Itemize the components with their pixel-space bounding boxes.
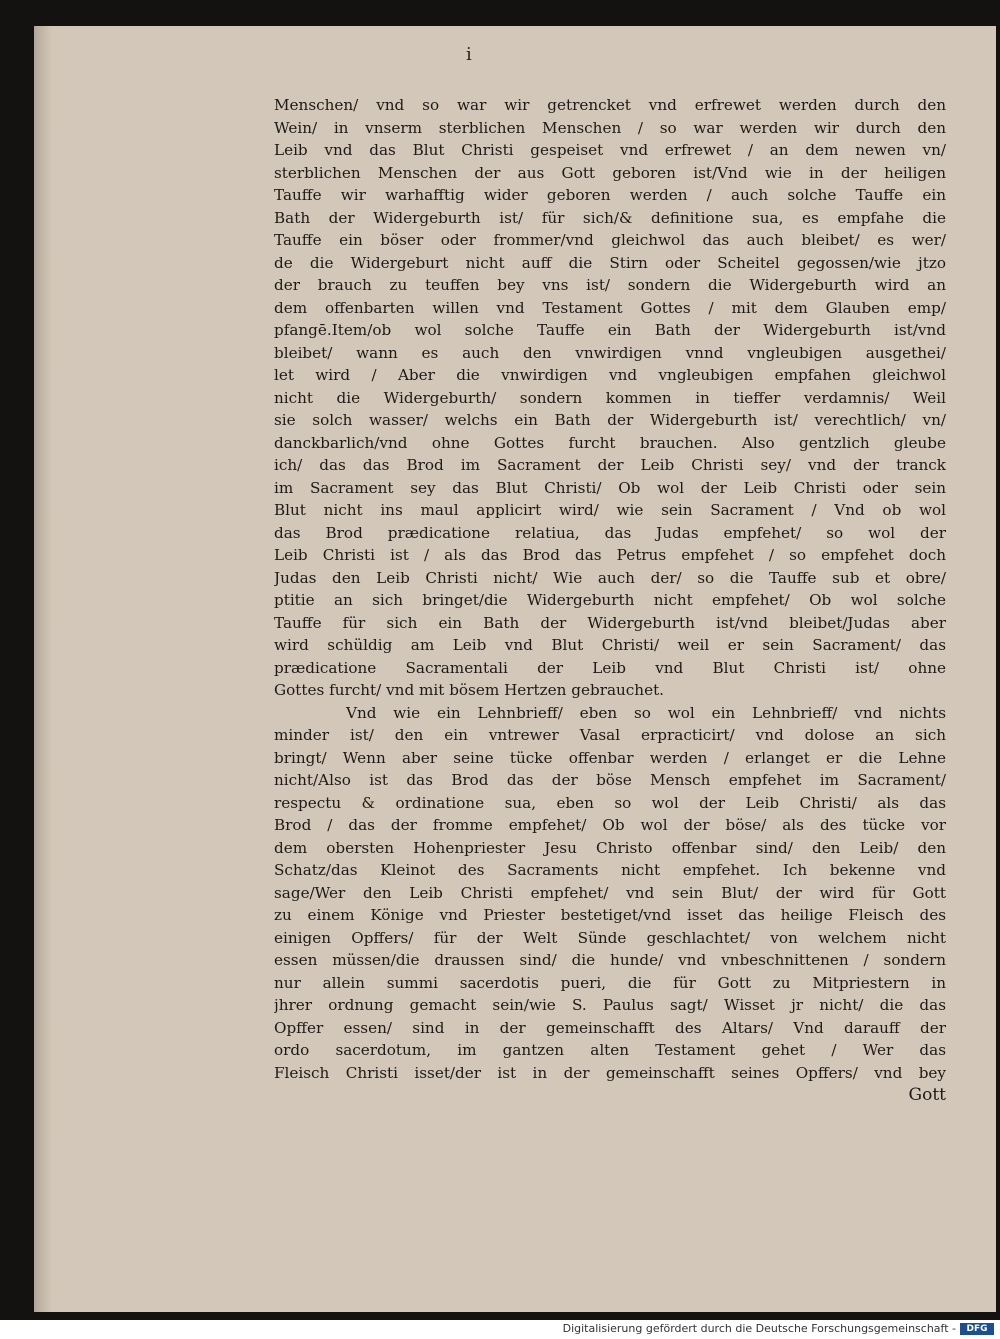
text-line: pfangē.Item/ob wol solche Tauffe ein Bath der Widergeburth ist/vnd <box>274 321 946 339</box>
text-line: Leib Christi ist / als das Brod das Petrus empfehet / so empfehet doch <box>274 546 946 564</box>
text-line: wird schüldig am Leib vnd Blut Christi/ weil er sein Sacrament/ das <box>274 636 946 654</box>
page-gutter-shadow <box>36 26 52 1312</box>
text-line: Fleisch Christi isset/der ist in der gemeinschafft seines Opffers/ vnd bey <box>274 1063 946 1082</box>
text-line: respectu & ordinatione sua, eben so wol der Leib Christi/ als das <box>274 793 946 812</box>
text-line: ptitie an sich bringet/die Widergeburth nicht empfehet/ Ob wol solche <box>274 591 946 609</box>
text-line: danckbarlich/vnd ohne Gottes furcht brauchen. Also gentzlich gleube <box>274 433 946 452</box>
text-line: nicht die Widergeburth/ sondern kommen in tieffer verdamnis/ Weil <box>274 388 946 407</box>
text-line: de die Widergeburt nicht auff die Stirn oder Scheitel gegossen/wie jtzo <box>274 253 946 272</box>
text-line: jhrer ordnung gemacht sein/wie S. Paulus sagt/ Wisset jr nicht/ die das <box>274 996 946 1014</box>
text-line: nicht/Also ist das Brod das der böse Mensch empfehet im Sacrament/ <box>274 771 946 789</box>
text-line: sterblichen Menschen der aus Gott geboren ist/Vnd wie in der heiligen <box>274 163 946 182</box>
text-line: zu einem Könige vnd Priester bestetiget/vnd isset das heilige Fleisch des <box>274 906 946 924</box>
book-page <box>34 26 996 1312</box>
folio-mark: ⅰ <box>466 44 472 65</box>
text-line: Tauffe für sich ein Bath der Widergeburth ist/vnd bleibet/Judas aber <box>274 613 946 632</box>
text-line: einigen Opffers/ für der Welt Sünde geschlachtet/ von welchem nicht <box>274 928 946 947</box>
text-line: prædicatione Sacramentali der Leib vnd Blut Christi ist/ ohne <box>274 658 946 677</box>
text-line: Menschen/ vnd so war wir getrencket vnd erfrewet werden durch den <box>274 96 946 114</box>
footer-bar <box>0 1320 1000 1339</box>
text-line: bringt/ Wenn aber seine tücke offenbar werden / erlanget er die Lehne <box>274 748 946 767</box>
text-line: Tauffe wir warhafftig wider geboren werden / auch solche Tauffe ein <box>274 186 946 204</box>
text-line: Leib vnd das Blut Christi gespeiset vnd erfrewet / an dem newen vn/ <box>274 141 946 159</box>
text-line: Opffer essen/ sind in der gemeinschafft des Altars/ Vnd darauff der <box>274 1018 946 1037</box>
text-line: Gottes furcht/ vnd mit bösem Hertzen gebrauchet. <box>274 681 664 699</box>
text-line: Judas den Leib Christi nicht/ Wie auch der/ so die Tauffe sub et obre/ <box>274 568 946 587</box>
text-line: minder ist/ den ein vntrewer Vasal erpracticirt/ vnd dolose an sich <box>274 726 946 744</box>
text-line: nur allein summi sacerdotis pueri, die für Gott zu Mitpriestern in <box>274 973 946 992</box>
text-line: Vnd wie ein Lehnbrieff/ eben so wol ein Lehnbrieff/ vnd nichts <box>346 703 946 722</box>
text-line: ordo sacerdotum, im gantzen alten Testament gehet / Wer das <box>274 1041 946 1059</box>
text-line: Tauffe ein böser oder frommer/vnd gleichwol das auch bleibet/ es wer/ <box>274 231 946 249</box>
text-line: ich/ das das Brod im Sacrament der Leib Christi sey/ vnd der tranck <box>274 456 946 474</box>
text-line: Brod / das der fromme empfehet/ Ob wol der böse/ als des tücke vor <box>274 816 946 834</box>
text-line: bleibet/ wann es auch den vnwirdigen vnnd vngleubigen ausgethei/ <box>274 343 946 362</box>
text-line: Bath der Widergeburth ist/ für sich/& definitione sua, es empfahe die <box>274 208 946 227</box>
text-line: dem obersten Hohenpriester Jesu Christo offenbar sind/ den Leib/ den <box>274 838 946 857</box>
text-line: essen müssen/die draussen sind/ die hunde/ vnd vnbeschnittenen / sondern <box>274 951 946 969</box>
text-line: Schatz/das Kleinot des Sacraments nicht empfehet. Ich bekenne vnd <box>274 861 946 879</box>
funding-credit: Digitalisierung gefördert durch die Deutsche Forschungsgemeinschaft - <box>562 1322 956 1335</box>
body-text <box>274 94 946 1108</box>
text-line: Blut nicht ins maul applicirt wird/ wie sein Sacrament / Vnd ob wol <box>274 501 946 519</box>
dfg-logo: DFG <box>960 1323 994 1335</box>
text-line: das Brod prædicatione relatiua, das Judas empfehet/ so wol der <box>274 523 946 542</box>
text-line: let wird / Aber die vnwirdigen vnd vngleubigen empfahen gleichwol <box>274 366 946 384</box>
text-line: Wein/ in vnserm sterblichen Menschen / so war werden wir durch den <box>274 118 946 137</box>
text-line: der brauch zu teuffen bey vns ist/ sondern die Widergeburth wird an <box>274 276 946 294</box>
text-line: im Sacrament sey das Blut Christi/ Ob wol der Leib Christi oder sein <box>274 478 946 497</box>
text-line: sage/Wer den Leib Christi empfehet/ vnd sein Blut/ der wird für Gott <box>274 883 946 902</box>
text-line: dem offenbarten willen vnd Testament Gottes / mit dem Glauben emp/ <box>274 298 946 317</box>
catchword: Gott <box>908 1085 946 1105</box>
text-line: sie solch wasser/ welchs ein Bath der Widergeburth ist/ verechtlich/ vn/ <box>274 411 946 429</box>
